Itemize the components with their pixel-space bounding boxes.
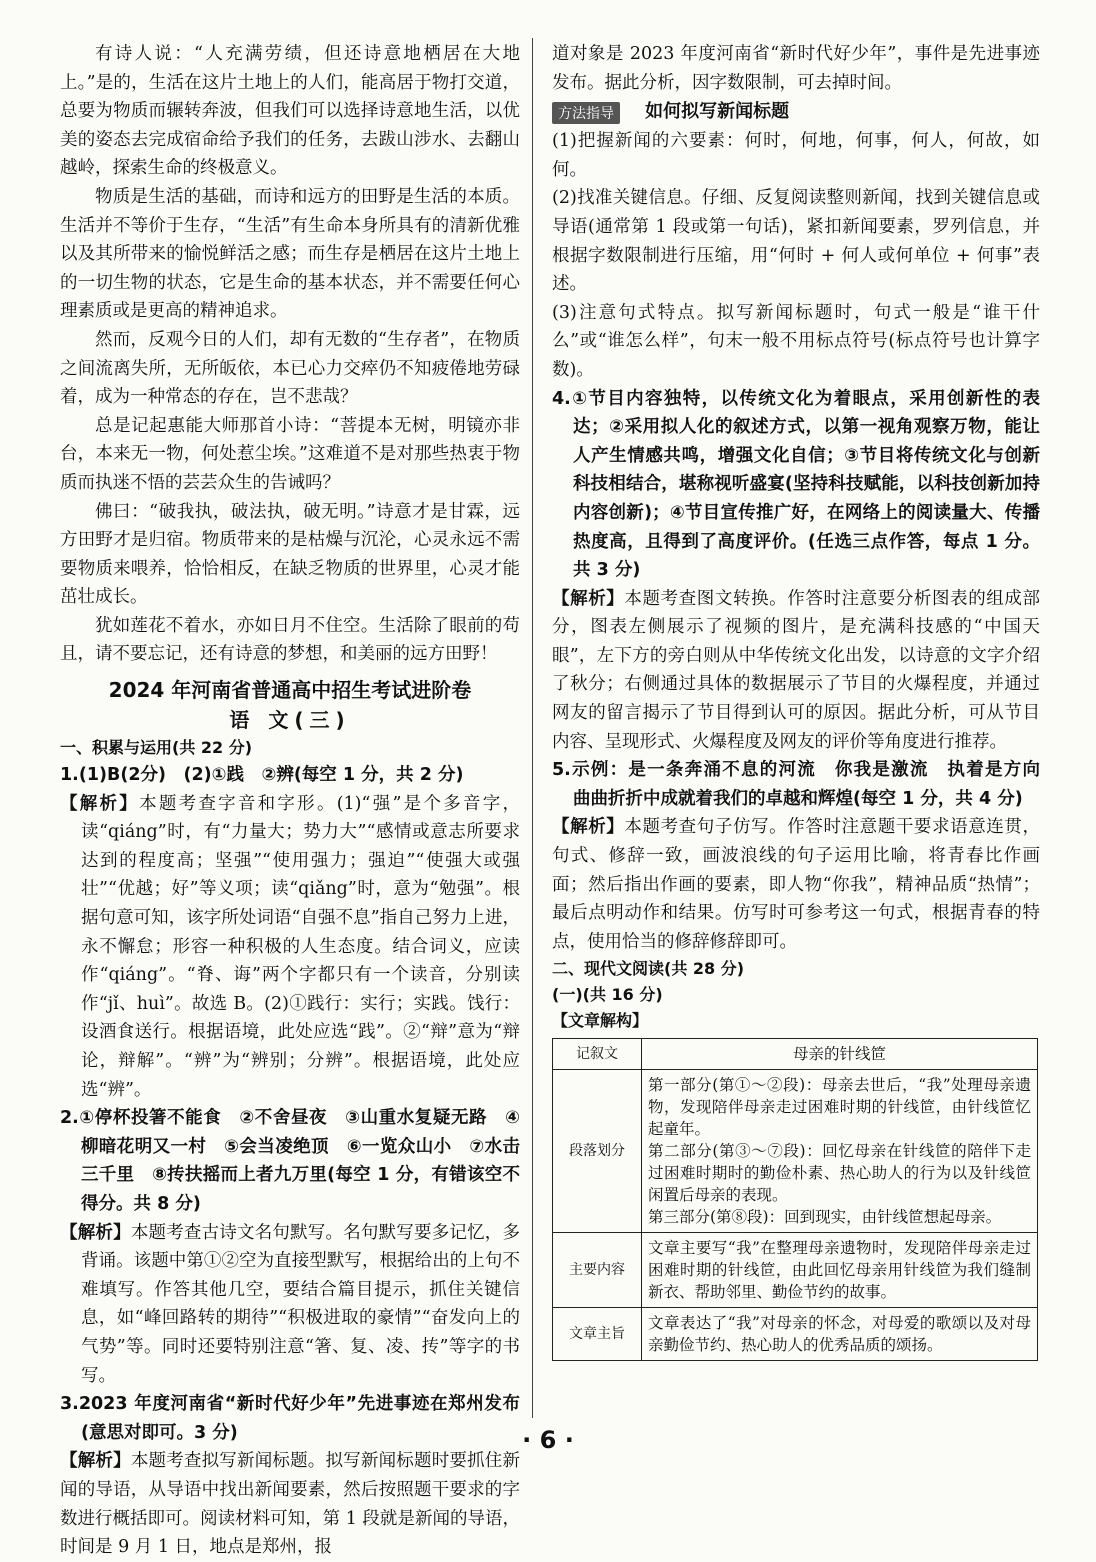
essay-paragraph-2: 物质是生活的基础，而诗和远方的田野是生活的本质。生活并不等价于生存，“生活”有生命本身所具有的清新优雅以及其所带来的愉悦鲜活之感；而生存是栖居在这片土地上的一切生物的状态，它是生命的基本状态，并不需要任何心理素质或是更高的精神追求。 bbox=[60, 186, 520, 322]
method-header bbox=[552, 99, 1040, 125]
row-label: 段落划分 bbox=[553, 1070, 642, 1233]
q3-analysis-continued: 道对象是 2023 年度河南省“新时代好少年”，事件是先进事迹发布。据此分析，因字数限制，可去掉时间。 bbox=[552, 44, 1040, 93]
q1-analysis-tag: 【解析】 bbox=[60, 793, 140, 814]
row-line: 第二部分(第③～⑦段)：回忆母亲在针线笸的陪伴下走过困难时期时的勤俭朴素、热心助人的行为以及针线笸闲置后母亲的表现。 bbox=[648, 1142, 1031, 1205]
structure-genre: 记叙文 bbox=[553, 1039, 642, 1070]
q3-analysis: 本题考查拟写新闻标题。拟写新闻标题时要抓住新闻的导语，从导语中找出新闻要素，然后按照题干要求的字数进行概括即可。阅读材料可知，第 1 段就是新闻的导语，时间是 9 月 1 日，地点是郑州，报 bbox=[60, 1451, 521, 1558]
essay-paragraph-5: 佛曰：“破我执，破法执，破无明。”诗意才是甘霖，远方田野才是归宿。物质带来的是枯燥与沉沦，心灵永远不需要物质来喂养，恰恰相反，在缺乏物质的世界里，心灵才能茁壮成长。 bbox=[60, 501, 520, 608]
row-label: 主要内容 bbox=[553, 1233, 642, 1308]
q4-answer: 4.①节目内容独特，以传统文化为着眼点，采用创新性的表达；②采用拟人化的叙述方式，以第一视角观察万物，能让人产生情感共鸣，增强文化自信；③节目将传统文化与创新科技相结合，堪称视听盛宴(坚持科技赋能，以科技创新加持内容创新)；④节目宣传推广好，在网络上的阅读量大、传播热度高，且得到了高度评价。(任选三点作答，每点 1 分。共 3 分) bbox=[552, 388, 1040, 581]
structure-table-header-row bbox=[553, 1039, 1038, 1070]
column-divider bbox=[532, 38, 533, 1418]
row-line: 第一部分(第①～②段)：母亲去世后，“我”处理母亲遗物，发现陪伴母亲走过困难时期的针线笸，由针线笸忆起童年。 bbox=[648, 1076, 1031, 1139]
table-row bbox=[553, 1233, 1038, 1308]
table-row bbox=[553, 1308, 1038, 1361]
q1-analysis-block bbox=[60, 790, 520, 1105]
row-label: 文章主旨 bbox=[553, 1308, 642, 1361]
q5-analysis: 本题考查句子仿写。作答时注意题干要求语意连贯，句式、修辞一致，画波浪线的句子运用比喻，将青春比作画面；然后指出作画的要素，即人物“你我”，精神品质“热情”；最后点明动作和结果。仿写时可参考这一句式，根据青春的特点，使用恰当的修辞修辞即可。 bbox=[552, 817, 1041, 952]
q4-analysis: 本题考查图文转换。作答时注意要分析图表的组成部分，图表左侧展示了视频的图片，是充满科技感的“中国天眼”，左下方的旁白则从中华传统文化出发，以诗意的文字介绍了秋分；右侧通过具体的数据展示了节目的火爆程度，并通过网友的留言揭示了节目得到认可的原因。据此分析，可从节目内容、呈现形式、火爆程度及网友的评价等角度进行推荐。 bbox=[552, 588, 1041, 752]
essay-paragraph-4: 总是记起惠能大师那首小诗：“菩提本无树，明镜亦非台，本来无一物，何处惹尘埃。”这难道不是对那些热衷于物质而执迷不悟的芸芸众生的告诫吗？ bbox=[60, 415, 520, 493]
essay-paragraph-1: 有诗人说：“人充满劳绩，但还诗意地栖居在大地上。”是的，生活在这片土地上的人们，能高居于物打交道，总要为物质而辗转奔波，但我们可以选择诗意地生活，以优美的姿态去完成宿命给予我们的任务，去跋山涉水、去翻山越岭，探索生命的终极意义。 bbox=[60, 44, 520, 179]
structure-heading: 【文章解构】 bbox=[552, 1011, 649, 1031]
q4-analysis-block bbox=[552, 585, 1040, 757]
q3-analysis-block bbox=[60, 1447, 520, 1561]
method-title: 如何拟写新闻标题 bbox=[645, 101, 790, 123]
row-content: 文章主要写“我”在整理母亲遗物时，发现陪伴母亲走过困难时期的针线笸，由此回忆母亲用针线笸为我们缝制新衣、帮助邻里、勤俭节约的故事。 bbox=[642, 1233, 1038, 1308]
q2-answer: 2.①停杯投箸不能食 ②不舍昼夜 ③山重水复疑无路 ④柳暗花明又一村 ⑤会当凌绝顶 ⑥一览众山小 ⑦水击三千里 ⑧抟扶摇而上者九万里(每空 1 分，有错该空不得分。共 8 分) bbox=[60, 1108, 520, 1214]
q2-analysis: 本题考查古诗文名句默写。名句默写要多记忆，多背诵。该题中第①②空为直接型默写，根据给出的上句不难填写。作答其他几空，要结合篇目提示，抓住关键信息，如“峰回路转的期待”“积极进取的豪情”“奋发向上的气势”等。同时还要特别注意“箸、复、凌、抟”等字的书写。 bbox=[81, 1222, 521, 1386]
row-line: 第三部分(第⑧段)：回到现实，由针线笸想起母亲。 bbox=[648, 1208, 1002, 1227]
exam-title: 2024 年河南省普通高中招生考试进阶卷 bbox=[108, 678, 472, 703]
q5-analysis-block bbox=[552, 813, 1040, 956]
q5-answer: 5.示例：是一条奔涌不息的河流 你我是激流 执着是方向 曲曲折折中成就着我们的卓越和辉煌(每空 1 分，共 4 分) bbox=[552, 760, 1058, 809]
method-tag: 方法指导 bbox=[552, 102, 620, 124]
essay-paragraph-3: 然而，反观今日的人们，却有无数的“生存者”，在物质之间流离失所，无所皈依，本已心力交瘁仍不知疲倦地劳碌着，成为一种常态的存在，岂不悲哉？ bbox=[60, 329, 520, 408]
row-content: 文章表达了“我”对母亲的怀念，对母爱的歌颂以及对母亲勤俭节约、热心助人的优秀品质的颂扬。 bbox=[642, 1308, 1038, 1361]
q4-analysis-tag: 【解析】 bbox=[552, 588, 625, 609]
right-column bbox=[552, 40, 1058, 1361]
q2-analysis-tag: 【解析】 bbox=[60, 1222, 131, 1243]
q5-analysis-tag: 【解析】 bbox=[552, 817, 625, 838]
q3-answer: 3.2023 年度河南省“新时代好少年”先进事迹在郑州发布(意思对即可。3 分) bbox=[60, 1394, 520, 1443]
method-point-1: (1)把握新闻的六要素：何时，何地，何事，何人，何故，如何。 bbox=[552, 131, 1040, 180]
method-point-3: (3)注意句式特点。拟写新闻标题时，句式一般是“谁干什么”或“谁怎么样”，句末一般不用标点符号(标点符号也计算字数)。 bbox=[552, 302, 1040, 380]
part2-heading: 二、现代文阅读(共 28 分) bbox=[552, 959, 745, 979]
table-row bbox=[553, 1070, 1038, 1233]
essay-paragraph-6: 犹如莲花不着水，亦如日月不住空。生活除了眼前的苟且，请不要忘记，还有诗意的梦想，和美丽的远方田野！ bbox=[60, 615, 520, 665]
q1-answer: 1.(1)B(2分) (2)①践 ②辨(每空 1 分，共 2 分) bbox=[60, 765, 464, 786]
page-number: · 6 · bbox=[522, 1426, 574, 1454]
left-column bbox=[60, 40, 520, 1562]
method-point-2: (2)找准关键信息。仔细、反复阅读整则新闻，找到关键信息或导语(通常第 1 段或第一句话)，紧扣新闻要素，罗列信息，并根据字数限制进行压缩，用“何时 + 何人或何单位 + 何事”表述。 bbox=[552, 188, 1040, 295]
structure-table bbox=[552, 1038, 1038, 1361]
structure-title: 母亲的针线笸 bbox=[642, 1039, 1038, 1070]
exam-subtitle: 语 文(三) bbox=[229, 708, 351, 733]
row-content bbox=[642, 1070, 1038, 1233]
sub1-heading: (一)(共 16 分) bbox=[552, 985, 663, 1005]
q2-analysis-block bbox=[60, 1219, 520, 1391]
q3-analysis-tag: 【解析】 bbox=[60, 1451, 131, 1472]
part1-heading: 一、积累与运用(共 22 分) bbox=[60, 738, 253, 758]
q1-analysis: 本题考查字音和字形。(1)“强”是个多音字，读“qiáng”时，有“力量大；势力大”“感情或意志所要求达到的程度高；坚强”“使用强力；强迫”“使强大或强壮”“优越；好”等义项；读“qiǎng”时，意为“勉强”。根据句意可知，该字所处词语“自强不息”指自己努力上进，永不懈怠；形容一种积极的人生态度。结合词义，应读作“qiáng”。“脊、诲”两个字都只有一个读音，分别读作“jǐ、huì”。故选 B。(2)①践行：实行；实践。饯行：设酒食送行。根据语境，此处应选“践”。②“辩”意为“辩论，辩解”。“辨”为“辨别；分辨”。根据语境，此处应选“辨”。 bbox=[81, 793, 520, 1100]
